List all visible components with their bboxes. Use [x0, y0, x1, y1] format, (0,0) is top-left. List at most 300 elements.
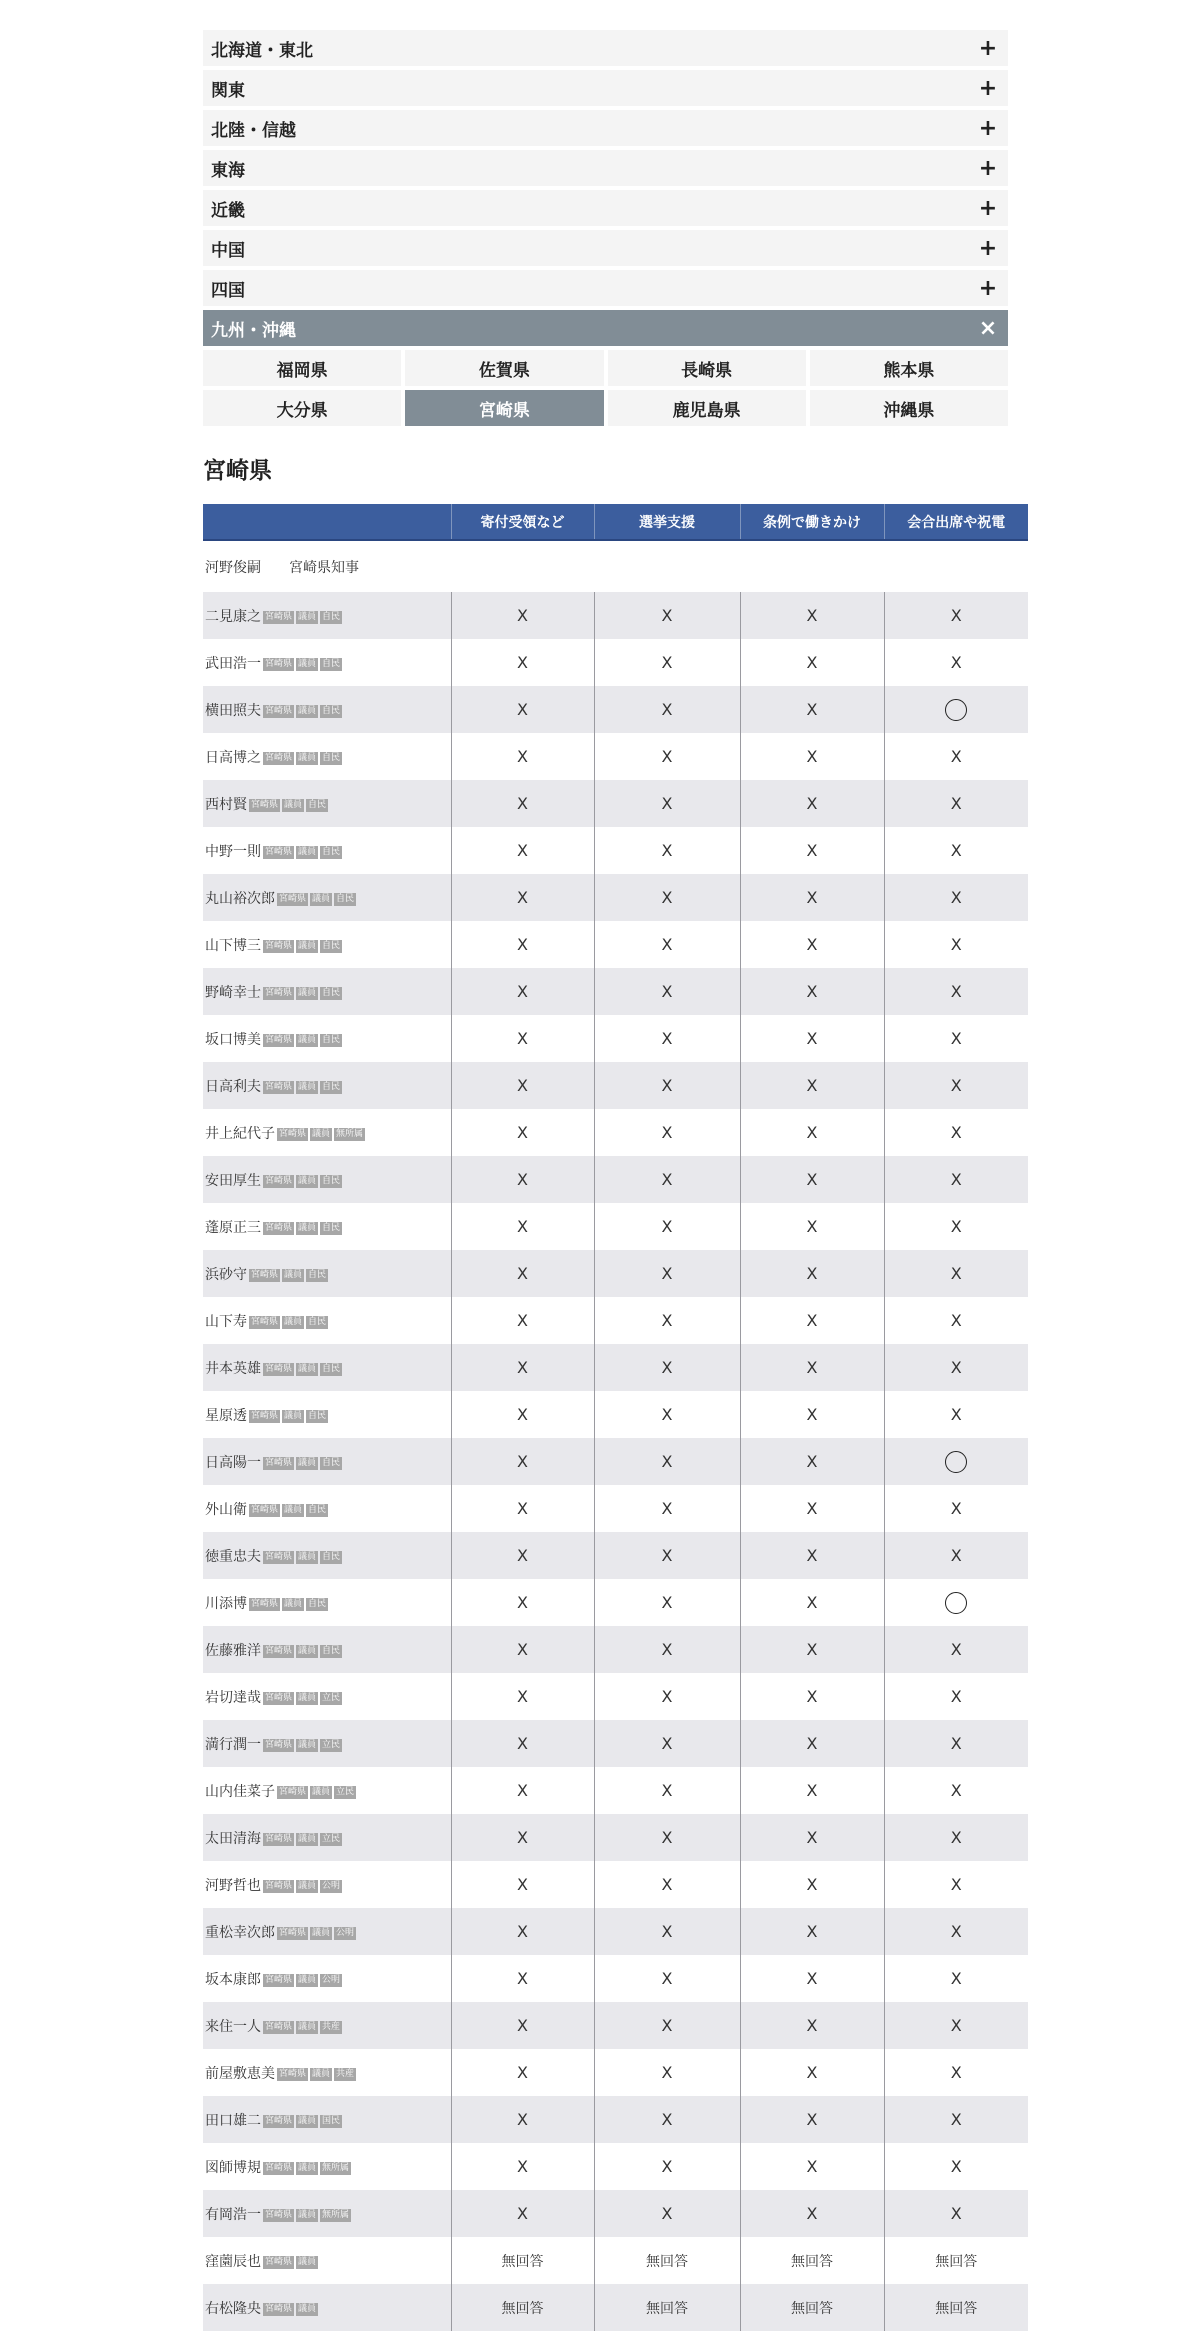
answer-cell [740, 1673, 884, 1720]
table-row [203, 1673, 1028, 1720]
answer-cell [451, 1673, 594, 1720]
member-name: 星原透 [205, 1407, 247, 1424]
tag-badge: 議員 [298, 1833, 317, 1844]
region-2[interactable] [203, 70, 1008, 106]
table-row [203, 1908, 1028, 1955]
tag-badge: 宮崎県 [265, 2256, 293, 2267]
member-tags [261, 936, 342, 953]
answer-cell [594, 592, 740, 639]
table-row [203, 780, 1028, 827]
tag-badge: 宮崎県 [265, 1081, 293, 1092]
member-tags [261, 1453, 342, 1470]
answer-no: X [806, 935, 818, 954]
tag-badge: 自民 [322, 705, 341, 716]
answer-no: X [806, 2063, 818, 2082]
answer-no: X [950, 1640, 962, 1659]
answer-cell [594, 1391, 740, 1438]
circle-yes-icon [945, 699, 967, 721]
answer-cell [884, 1391, 1028, 1438]
tag-badge: 宮崎県 [251, 1598, 279, 1609]
answer-cell [594, 639, 740, 686]
answer-no: X [806, 1217, 818, 1236]
answer-cell [740, 1861, 884, 1908]
answer-cell [740, 1485, 884, 1532]
answer-cell [884, 1626, 1028, 1673]
answer-no: X [950, 794, 962, 813]
table-row [203, 2002, 1028, 2049]
prefecture-2[interactable]: 佐賀県 [405, 350, 603, 386]
tag-badge: 無所属 [336, 1128, 364, 1139]
member-name: 武田浩一 [205, 655, 261, 672]
answer-cell [451, 639, 594, 686]
prefecture-6[interactable]: 宮崎県 [405, 390, 603, 426]
answer-cell [884, 2002, 1028, 2049]
answer-no: X [950, 935, 962, 954]
answer-no: X [661, 1969, 673, 1988]
tag-badge: 国民 [322, 2115, 341, 2126]
member-tags [261, 983, 342, 1000]
answer-cell [594, 1250, 740, 1297]
region-8[interactable] [203, 310, 1008, 346]
tag-badge: 公明 [322, 1880, 341, 1891]
region-1[interactable] [203, 30, 1008, 66]
answer-no: X [517, 653, 528, 672]
tag-badge: 立民 [322, 1833, 341, 1844]
answer-cell [884, 1532, 1028, 1579]
answer-no: X [950, 1264, 962, 1283]
answer-cell [451, 1532, 594, 1579]
table-row [203, 1297, 1028, 1344]
plus-icon[interactable]: + [978, 235, 998, 261]
member-cell [203, 1579, 451, 1626]
answer-cell [740, 2049, 884, 2096]
answer-cell [594, 1062, 740, 1109]
answer-cell [594, 1156, 740, 1203]
answer-cell [451, 921, 594, 968]
region-4[interactable] [203, 150, 1008, 186]
tag-badge: 自民 [308, 1269, 327, 1280]
member-name: 二見康之 [205, 608, 261, 625]
answer-no: X [950, 841, 962, 860]
answer-no: X [950, 2204, 962, 2223]
answer-cell [594, 2002, 740, 2049]
member-tags [261, 1641, 342, 1658]
answer-cell [884, 686, 1028, 733]
member-name: 岩切達哉 [205, 1689, 261, 1706]
tag-badge: 無所属 [322, 2162, 350, 2173]
plus-icon[interactable]: + [978, 75, 998, 101]
close-icon[interactable]: × [978, 315, 998, 341]
answer-no: X [806, 2016, 818, 2035]
member-cell [203, 1391, 451, 1438]
answer-cell [740, 968, 884, 1015]
answer-cell [884, 2096, 1028, 2143]
tag-badge: 議員 [298, 1551, 317, 1562]
column-header-4: 会合出席や祝電 [884, 504, 1028, 540]
plus-icon[interactable]: + [978, 155, 998, 181]
table-body [203, 540, 1028, 2331]
tag-badge: 宮崎県 [265, 1974, 293, 1985]
prefecture-4[interactable]: 熊本県 [810, 350, 1008, 386]
tag-badge: 宮崎県 [265, 658, 293, 669]
answer-cell [740, 2096, 884, 2143]
tag-badge: 宮崎県 [265, 752, 293, 763]
tag-badge: 自民 [308, 1410, 327, 1421]
region-6[interactable] [203, 230, 1008, 266]
answer-cell [594, 1861, 740, 1908]
tag-badge: 宮崎県 [265, 1739, 293, 1750]
answer-cell [451, 1156, 594, 1203]
answer-cell [884, 2237, 1028, 2284]
answer-cell [740, 2284, 884, 2331]
answer-cell [451, 2049, 594, 2096]
answer-cell [884, 639, 1028, 686]
region-label: 関東 [211, 80, 245, 101]
answer-no: X [517, 982, 528, 1001]
tag-badge: 議員 [312, 1786, 331, 1797]
member-name: 前屋敷恵美 [205, 2065, 275, 2082]
plus-icon[interactable]: + [978, 115, 998, 141]
tag-badge: 立民 [322, 1739, 341, 1750]
answer-cell [740, 1156, 884, 1203]
table-row [203, 2284, 1028, 2331]
answer-no: X [950, 1875, 962, 1894]
tag-badge: 議員 [312, 893, 331, 904]
answer-cell [740, 1767, 884, 1814]
table-row [203, 1062, 1028, 1109]
answer-cell [451, 1861, 594, 1908]
answer-no: X [806, 1264, 818, 1283]
plus-icon[interactable]: + [978, 35, 998, 61]
tag-badge: 議員 [312, 2068, 331, 2079]
answer-cell [884, 1579, 1028, 1626]
results-table [203, 504, 1028, 2331]
answer-cell [451, 1626, 594, 1673]
answer-cell [740, 1203, 884, 1250]
answer-no: X [950, 1029, 962, 1048]
answer-no: X [806, 2157, 818, 2176]
prefecture-3[interactable]: 長崎県 [608, 350, 806, 386]
tag-badge: 宮崎県 [251, 1410, 279, 1421]
answer-no: X [661, 1452, 673, 1471]
answer-no: X [950, 653, 962, 672]
tag-badge: 議員 [312, 1128, 331, 1139]
member-cell [203, 2237, 451, 2284]
answer-no: X [806, 982, 818, 1001]
member-cell [203, 2096, 451, 2143]
empty-cell [884, 540, 1028, 592]
region-7[interactable] [203, 270, 1008, 306]
answer-no: X [661, 1311, 673, 1330]
member-tags [261, 2158, 351, 2175]
prefecture-8[interactable]: 沖縄県 [810, 390, 1008, 426]
member-tags [275, 1782, 356, 1799]
tag-badge: 宮崎県 [265, 1034, 293, 1045]
answer-no: X [950, 1734, 962, 1753]
table-row [203, 968, 1028, 1015]
tag-badge: 議員 [298, 752, 317, 763]
answer-cell [451, 874, 594, 921]
answer-cell [884, 1485, 1028, 1532]
member-cell [203, 1673, 451, 1720]
table-header-row [203, 504, 1028, 540]
member-cell [203, 1109, 451, 1156]
answer-no: X [950, 1828, 962, 1847]
member-name: 野崎幸士 [205, 984, 261, 1001]
tag-badge: 自民 [322, 752, 341, 763]
member-cell [203, 2284, 451, 2331]
answer-cell [594, 921, 740, 968]
answer-cell [740, 1297, 884, 1344]
member-name: 重松幸次郎 [205, 1924, 275, 1941]
member-name: 井上紀代子 [205, 1125, 275, 1142]
tag-badge: 議員 [298, 2115, 317, 2126]
answer-no: X [517, 1875, 528, 1894]
member-name: 山下博三 [205, 937, 261, 954]
tag-badge: 宮崎県 [265, 1833, 293, 1844]
member-tags [247, 1312, 328, 1329]
answer-no: X [806, 700, 818, 719]
answer-no: X [517, 1499, 528, 1518]
answer-cell [451, 1438, 594, 1485]
answer-no: X [517, 1828, 528, 1847]
tag-badge: 宮崎県 [265, 846, 293, 857]
answer-no: X [661, 1123, 673, 1142]
table-row [203, 2190, 1028, 2237]
answer-none: 無回答 [791, 2300, 833, 2317]
member-name: 太田清海 [205, 1830, 261, 1847]
member-tags [275, 2064, 356, 2081]
answer-no: X [661, 982, 673, 1001]
member-tags [261, 2205, 351, 2222]
answer-cell [451, 2237, 594, 2284]
answer-no: X [806, 1640, 818, 1659]
answer-no: X [517, 794, 528, 813]
answer-cell [451, 1579, 594, 1626]
member-tags [247, 1594, 328, 1611]
answer-cell [884, 1203, 1028, 1250]
answer-no: X [517, 1734, 528, 1753]
table-row [203, 1015, 1028, 1062]
table-row [203, 639, 1028, 686]
member-name: 川添博 [205, 1595, 247, 1612]
table-row [203, 1861, 1028, 1908]
answer-cell [884, 1673, 1028, 1720]
answer-cell [884, 1015, 1028, 1062]
answer-no: X [950, 1499, 962, 1518]
tag-badge: 議員 [298, 1880, 317, 1891]
member-name: 安田厚生 [205, 1172, 261, 1189]
tag-badge: 宮崎県 [265, 2115, 293, 2126]
table-row [203, 2143, 1028, 2190]
answer-cell [594, 733, 740, 780]
tag-badge: 議員 [298, 1363, 317, 1374]
plus-icon[interactable]: + [978, 275, 998, 301]
member-tags [261, 701, 342, 718]
member-tags [261, 748, 342, 765]
answer-no: X [517, 2157, 528, 2176]
answer-cell [594, 874, 740, 921]
answer-no: X [517, 1640, 528, 1659]
tag-badge: 議員 [298, 1692, 317, 1703]
governor-name: 河野俊嗣 [205, 559, 261, 576]
tag-badge: 宮崎県 [265, 1175, 293, 1186]
tag-badge: 議員 [298, 658, 317, 669]
member-name: 坂口博美 [205, 1031, 261, 1048]
prefecture-1[interactable]: 福岡県 [203, 350, 401, 386]
region-accordion [203, 30, 1008, 426]
tag-badge: 自民 [308, 1316, 327, 1327]
answer-cell [451, 1015, 594, 1062]
tag-badge: 自民 [322, 987, 341, 998]
answer-cell [740, 2002, 884, 2049]
member-cell [203, 1203, 451, 1250]
empty-cell [594, 540, 740, 592]
answer-cell [884, 1908, 1028, 1955]
member-tags [261, 1688, 342, 1705]
table-row [203, 1391, 1028, 1438]
member-name: 外山衛 [205, 1501, 247, 1518]
member-cell [203, 1156, 451, 1203]
tag-badge: 宮崎県 [265, 1363, 293, 1374]
member-cell [203, 592, 451, 639]
answer-cell [884, 1955, 1028, 2002]
answer-none: 無回答 [501, 2300, 544, 2317]
tag-badge: 自民 [322, 1175, 341, 1186]
answer-cell [451, 2284, 594, 2331]
answer-no: X [517, 700, 528, 719]
column-header-0 [203, 504, 451, 540]
tag-badge: 宮崎県 [251, 1504, 279, 1515]
member-cell [203, 1626, 451, 1673]
tag-badge: 立民 [322, 1692, 341, 1703]
member-cell [203, 1344, 451, 1391]
answer-no: X [517, 1593, 528, 1612]
answer-no: X [806, 1687, 818, 1706]
member-tags [247, 795, 328, 812]
answer-cell [740, 1908, 884, 1955]
answer-no: X [517, 606, 528, 625]
answer-cell [884, 1720, 1028, 1767]
member-tags [261, 2111, 342, 2128]
answer-no: X [661, 1640, 673, 1659]
tag-badge: 議員 [298, 1457, 317, 1468]
answer-cell [594, 1814, 740, 1861]
table-row [203, 1814, 1028, 1861]
answer-cell [451, 1485, 594, 1532]
region-5[interactable] [203, 190, 1008, 226]
prefecture-5[interactable]: 大分県 [203, 390, 401, 426]
answer-cell [594, 1955, 740, 2002]
empty-cell [451, 540, 594, 592]
answer-no: X [950, 982, 962, 1001]
answer-no: X [517, 1781, 528, 1800]
answer-no: X [517, 1311, 528, 1330]
member-tags [261, 1359, 342, 1376]
column-header-2: 選挙支援 [594, 504, 740, 540]
answer-cell [451, 592, 594, 639]
answer-cell [740, 780, 884, 827]
member-name: 満行潤一 [205, 1736, 261, 1753]
answer-no: X [517, 935, 528, 954]
tag-badge: 議員 [298, 1081, 317, 1092]
tag-badge: 自民 [336, 893, 355, 904]
member-cell [203, 1485, 451, 1532]
answer-no: X [661, 606, 673, 625]
member-tags [261, 607, 342, 624]
member-tags [261, 1547, 342, 1564]
tag-badge: 議員 [298, 1175, 317, 1186]
member-cell [203, 1814, 451, 1861]
table-row [203, 1626, 1028, 1673]
answer-cell [884, 1250, 1028, 1297]
answer-cell [884, 2143, 1028, 2190]
member-name: 西村賢 [205, 796, 247, 813]
answer-cell [884, 733, 1028, 780]
answer-no: X [806, 888, 818, 907]
answer-cell [594, 1908, 740, 1955]
member-tags [275, 1923, 356, 1940]
tag-badge: 議員 [284, 1410, 303, 1421]
answer-no: X [950, 1969, 962, 1988]
tag-badge: 宮崎県 [265, 611, 293, 622]
tag-badge: 自民 [322, 940, 341, 951]
member-name: 徳重忠夫 [205, 1548, 261, 1565]
tag-badge: 宮崎県 [279, 1128, 307, 1139]
member-name: 横田照夫 [205, 702, 261, 719]
answer-cell [884, 2049, 1028, 2096]
answer-no: X [517, 1076, 528, 1095]
answer-cell [594, 2190, 740, 2237]
member-cell [203, 2002, 451, 2049]
tag-badge: 議員 [298, 2256, 317, 2267]
answer-no: X [517, 2063, 528, 2082]
member-cell [203, 1438, 451, 1485]
answer-cell [740, 2237, 884, 2284]
answer-no: X [661, 2016, 673, 2035]
region-3[interactable] [203, 110, 1008, 146]
answer-cell [451, 1109, 594, 1156]
table-row [203, 1955, 1028, 2002]
tag-badge: 宮崎県 [251, 1269, 279, 1280]
answer-no: X [517, 2204, 528, 2223]
answer-no: X [661, 1405, 673, 1424]
answer-no: X [517, 1969, 528, 1988]
region-label: 北海道・東北 [211, 40, 313, 61]
plus-icon[interactable]: + [978, 195, 998, 221]
prefecture-7[interactable]: 鹿児島県 [608, 390, 806, 426]
member-tags [261, 1218, 342, 1235]
tag-badge: 宮崎県 [265, 987, 293, 998]
member-name: 田口雄二 [205, 2112, 261, 2129]
tag-badge: 宮崎県 [251, 1316, 279, 1327]
answer-cell [451, 1344, 594, 1391]
answer-no: X [806, 1076, 818, 1095]
tag-badge: 自民 [322, 846, 341, 857]
answer-no: X [517, 1452, 528, 1471]
answer-no: X [517, 1217, 528, 1236]
answer-no: X [950, 2110, 962, 2129]
table-row [203, 874, 1028, 921]
answer-cell [884, 2284, 1028, 2331]
member-tags [261, 1077, 342, 1094]
tag-badge: 議員 [298, 2209, 317, 2220]
answer-cell [594, 1720, 740, 1767]
member-cell [203, 1250, 451, 1297]
tag-badge: 議員 [298, 2021, 317, 2032]
answer-cell [594, 1015, 740, 1062]
answer-no: X [517, 2016, 528, 2035]
